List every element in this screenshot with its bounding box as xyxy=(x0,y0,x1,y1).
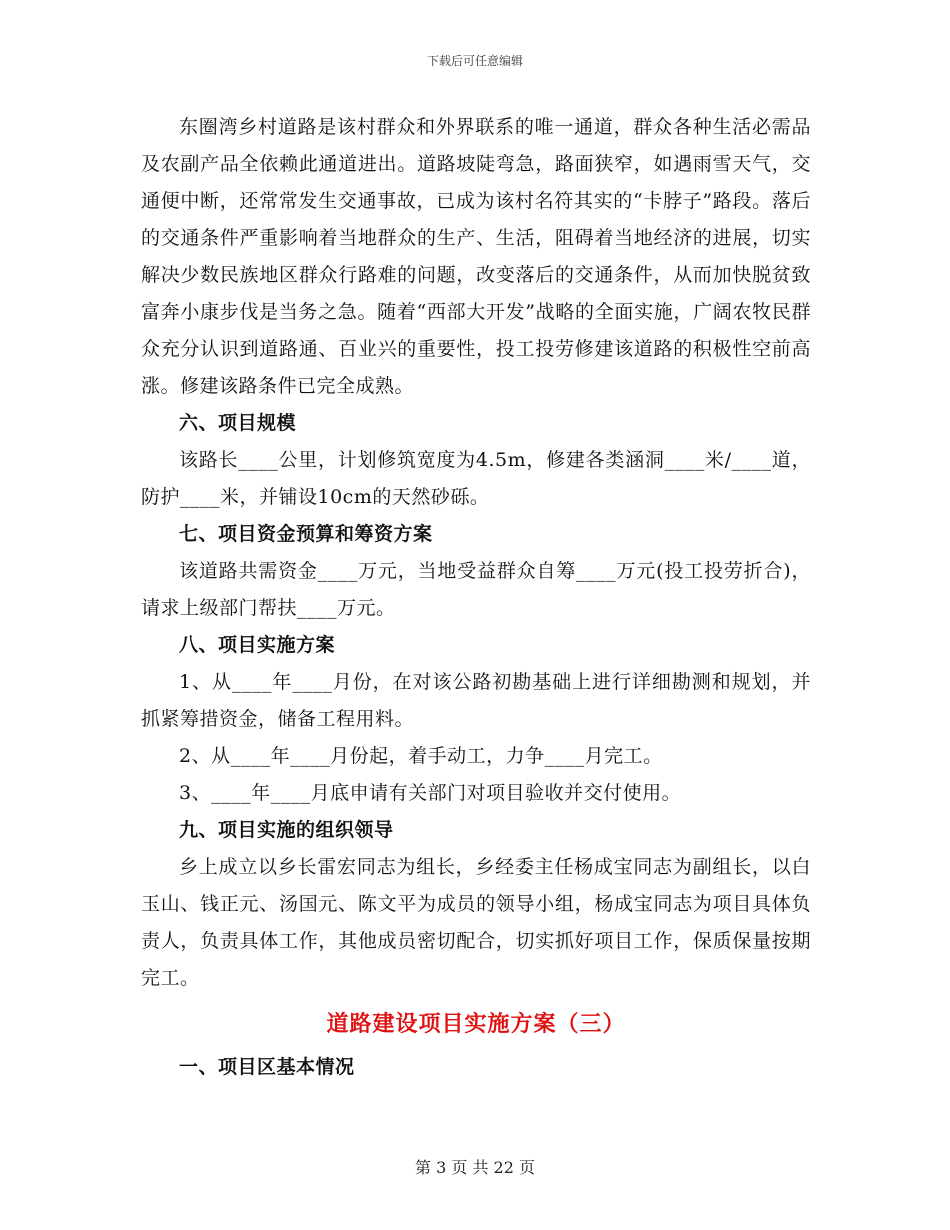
plan-step-2: 2、从____年____月份起，着手动工，力争____月完工。 xyxy=(179,745,663,767)
page-header: 下载后可任意编辑 xyxy=(426,54,523,68)
document-body xyxy=(141,109,811,1086)
heading-funding: 七、项目资金预算和筹资方案 xyxy=(179,523,433,545)
intro-paragraph: 东圈湾乡村道路是该村群众和外界联系的唯一通道，群众各种生活必需品及农副产品全依赖此通道进出。道路坡陡弯急，路面狭窄，如遇雨雪天气，交通便中断，还常常发生交通事故，已成为该村名符其实的“卡脖子”路段。落后的交通条件严重影响着当地群众的生产、生活，阻碍着当地经济的进展，切实解决少数民族地区群众行路难的问题，改变落后的交通条件，从而加快脱贫致富奔小康步伐是当务之急。随着“西部大开发”战略的全面实施，广阔农牧民群众充分认识到道路通、百业兴的重要性，投工投劳修建该道路的积极性空前高涨。修建该路条件已完全成熟。 xyxy=(141,116,811,397)
funding-paragraph: 该道路共需资金____万元，当地受益群众自筹____万元(投工投劳折合)，请求上级部门帮扶____万元。 xyxy=(141,560,811,619)
plan-step-3: 3、____年____月底申请有关部门对项目验收并交付使用。 xyxy=(179,782,682,804)
organization-paragraph: 乡上成立以乡长雷宏同志为组长，乡经委主任杨成宝同志为副组长，以白玉山、钱正元、汤国元、陈文平为成员的领导小组，杨成宝同志为项目具体负责人，负责具体工作，其他成员密切配合，切实抓好项目工作，保质保量按期完工。 xyxy=(141,856,811,989)
page-footer: 第 3 页 共 22 页 xyxy=(415,1158,535,1177)
plan-step-1: 1、从____年____月份，在对该公路初勘基础上进行详细勘测和规划，并抓紧筹措资金，储备工程用料。 xyxy=(141,671,811,730)
scale-paragraph: 该路长____公里，计划修筑宽度为4.5m，修建各类涵洞____米/____道，防护____米，并铺设10cm的天然砂砾。 xyxy=(141,449,811,508)
heading-project-scale: 六、项目规模 xyxy=(179,412,297,434)
section-title: 道路建设项目实施方案（三） xyxy=(326,1012,626,1037)
heading-implementation-plan: 八、项目实施方案 xyxy=(179,634,336,656)
heading-project-area: 一、项目区基本情况 xyxy=(179,1056,355,1078)
heading-organization: 九、项目实施的组织领导 xyxy=(179,819,394,841)
